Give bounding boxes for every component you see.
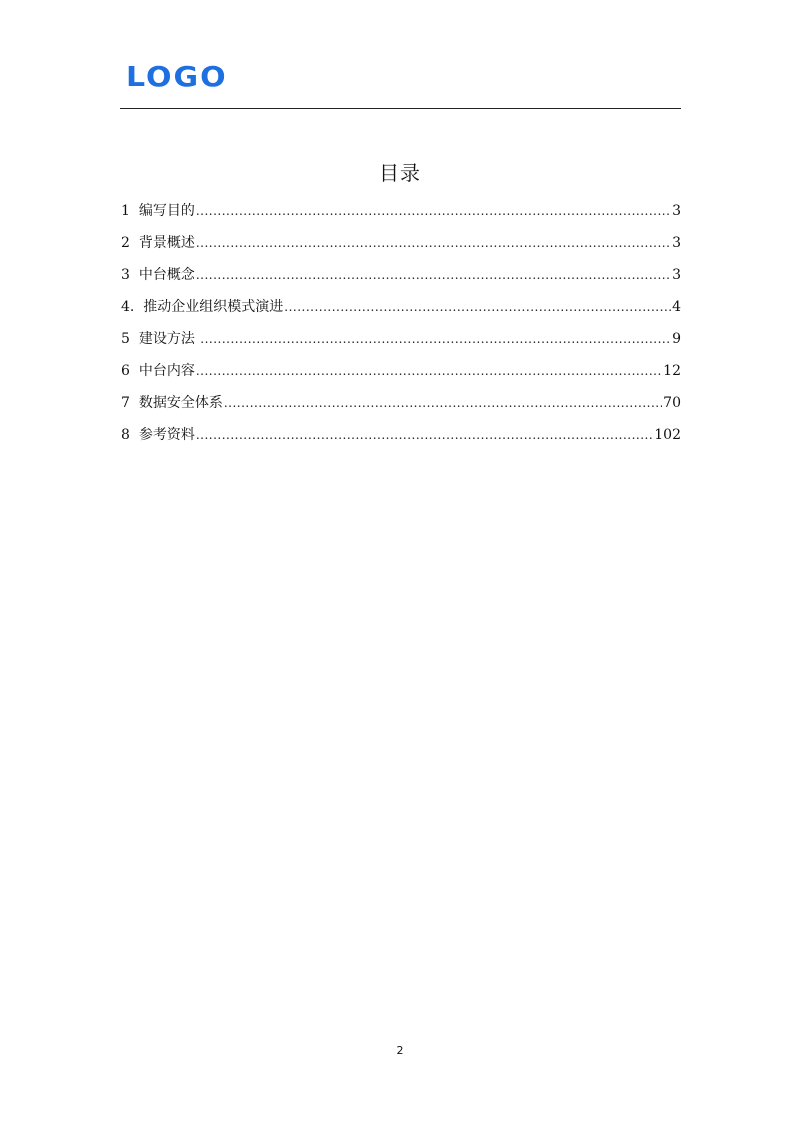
toc-entry-number: 8 (121, 427, 130, 443)
toc-leader-dots (196, 263, 671, 287)
header-divider (120, 108, 681, 109)
logo: LOGO (126, 61, 228, 94)
toc-entry-page: 70 (663, 395, 681, 411)
toc-entry-title: 背景概述 (138, 235, 195, 251)
toc-entry-7[interactable] (121, 391, 681, 423)
toc-entry-number: 4. (121, 299, 135, 315)
toc-leader-dots (196, 199, 671, 223)
toc-leader-dots (224, 391, 662, 415)
table-of-contents (121, 199, 681, 455)
toc-entry-5[interactable] (121, 327, 681, 359)
toc-entry-6[interactable] (121, 359, 681, 391)
toc-entry-title: 编写目的 (138, 203, 195, 219)
toc-entry-page: 3 (672, 267, 681, 283)
toc-entry-page: 12 (663, 363, 681, 379)
toc-entry-title: 建设方法 (138, 331, 200, 347)
toc-entry-number: 7 (121, 395, 130, 411)
toc-entry-title: 数据安全体系 (138, 395, 223, 411)
toc-entry-title: 中台概念 (138, 267, 195, 283)
toc-leader-dots (284, 295, 671, 319)
toc-entry-title: 参考资料 (138, 427, 195, 443)
toc-entry-page: 3 (672, 235, 681, 251)
toc-entry-1[interactable] (121, 199, 681, 231)
toc-entry-title: 推动企业组织模式演进 (143, 299, 284, 315)
toc-entry-number: 5 (121, 331, 130, 347)
toc-entry-title: 中台内容 (138, 363, 195, 379)
toc-entry-2[interactable] (121, 231, 681, 263)
toc-entry-3[interactable] (121, 263, 681, 295)
toc-leader-dots (196, 423, 653, 447)
toc-entry-page: 102 (654, 427, 681, 443)
toc-entry-page: 3 (672, 203, 681, 219)
toc-entry-4[interactable] (121, 295, 681, 327)
toc-entry-number: 6 (121, 363, 130, 379)
toc-entry-number: 1 (121, 203, 130, 219)
toc-title: 目录 (379, 161, 421, 185)
toc-leader-dots (196, 231, 671, 255)
toc-entry-number: 2 (121, 235, 130, 251)
page-number: 2 (396, 1044, 404, 1057)
toc-entry-page: 9 (672, 331, 681, 347)
toc-leader-dots (196, 359, 662, 383)
toc-leader-dots (200, 327, 671, 351)
toc-entry-8[interactable] (121, 423, 681, 455)
toc-entry-page: 4 (672, 299, 681, 315)
toc-entry-number: 3 (121, 267, 130, 283)
